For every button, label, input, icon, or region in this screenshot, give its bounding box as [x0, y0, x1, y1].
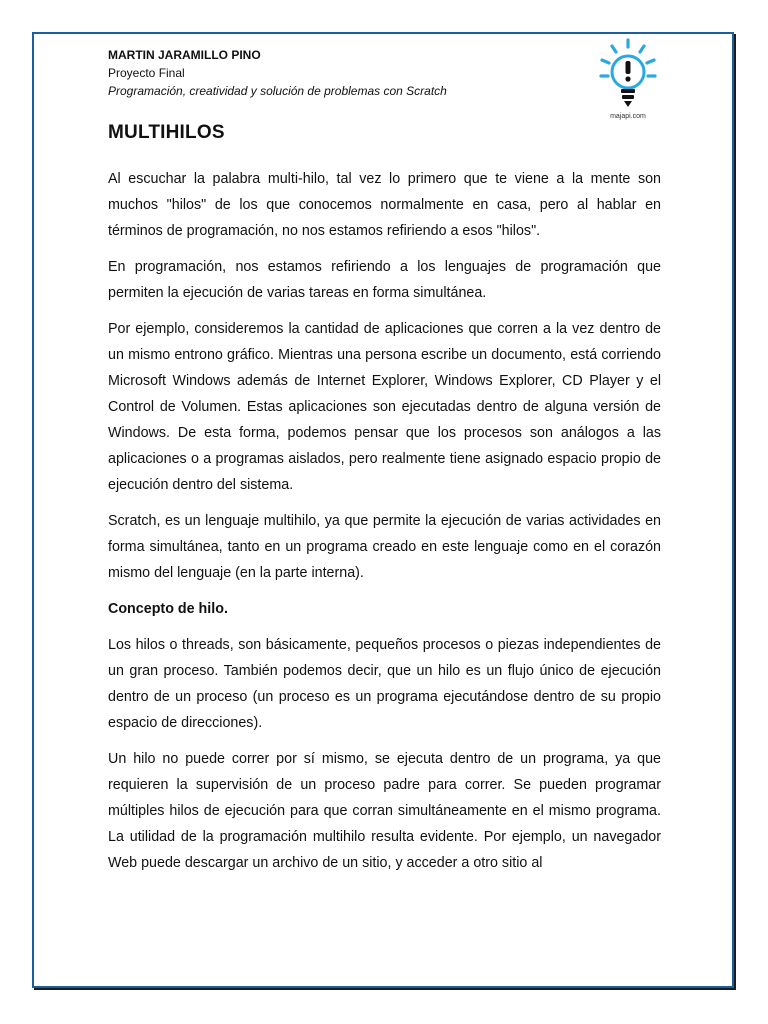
document-page — [32, 32, 734, 988]
project-label: Proyecto Final — [108, 66, 185, 80]
lightbulb-exclamation-icon — [590, 34, 666, 124]
logo-text: majapi.com — [610, 113, 646, 120]
author-name: MARTIN JARAMILLO PINO — [108, 48, 261, 62]
paragraph: En programación, nos estamos refiriendo a los lenguajes de programación que permiten la ejecución de varias tareas en forma simultánea. — [108, 259, 661, 301]
section-heading: Concepto de hilo. — [108, 601, 228, 617]
course-title: Programación, creatividad y solución de problemas con Scratch — [108, 84, 447, 98]
paragraph: Por ejemplo, consideremos la cantidad de aplicaciones que corren a la vez dentro de un mismo entrono gráfico. Mientras una persona escribe un documento, está corriendo Microsoft Windows además de Internet Explorer, Windows Explorer, CD Player y el Control de Volumen. Estas aplicaciones son ejecutadas dentro de alguna versión de Windows. De esta forma, podemos pensar que los procesos son análogos a las aplicaciones o a programas aislados, pero realmente tiene asignado espacio propio de ejecución dentro del sistema. — [108, 321, 661, 493]
paragraph: Los hilos o threads, son básicamente, pequeños procesos o piezas independientes de un gran proceso. También podemos decir, que un hilo es un flujo único de ejecución dentro de un proceso (un proceso es un programa ejecutándose dentro de su propio espacio de direcciones). — [108, 637, 661, 731]
paragraph: Un hilo no puede correr por sí mismo, se ejecuta dentro de un programa, ya que requieren la supervisión de un proceso padre para correr. Se pueden programar múltiples hilos de ejecución para que corran simultáneamente en el mismo programa. La utilidad de la programación multihilo resulta evidente. Por ejemplo, un navegador Web puede descargar un archivo de un sitio, y acceder a otro sitio al — [108, 751, 661, 871]
paragraph: Al escuchar la palabra multi-hilo, tal vez lo primero que te viene a la mente son muchos "hilos" de los que conocemos normalmente en casa, pero al hablar en términos de programación, no nos estamos refiriendo a esos "hilos". — [108, 171, 661, 239]
page-title: MULTIHILOS — [108, 122, 225, 143]
document-header — [108, 46, 447, 100]
document-body — [108, 166, 661, 886]
paragraph: Scratch, es un lenguaje multihilo, ya que permite la ejecución de varias actividades en forma simultánea, tanto en un programa creado en este lenguaje como en el corazón mismo del lenguaje (en la parte interna). — [108, 513, 661, 581]
